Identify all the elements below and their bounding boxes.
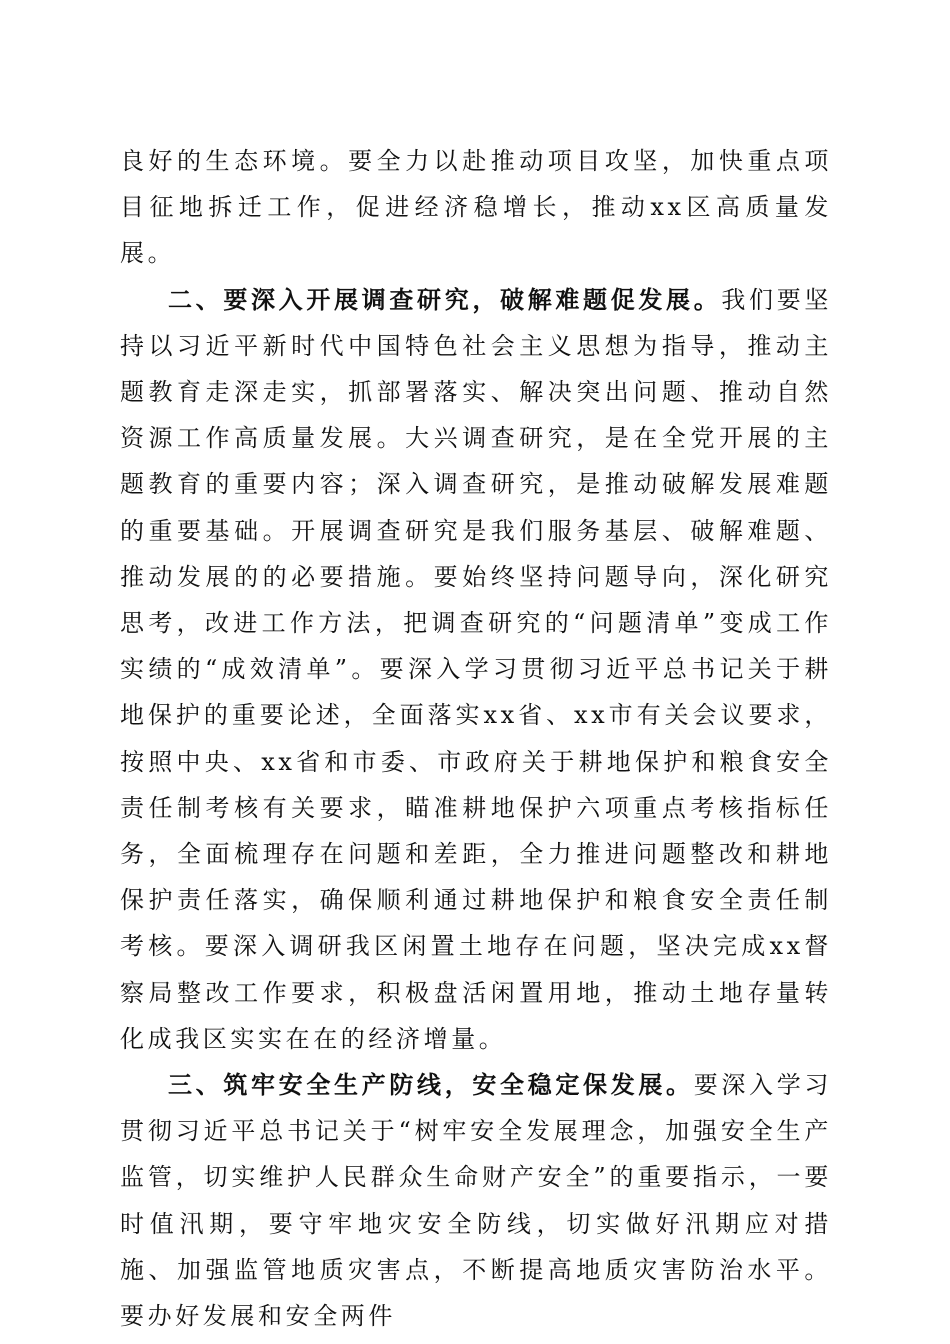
section-heading: 二、要深入开展调查研究，破解难题促发展。 (168, 285, 722, 314)
paragraph-continuation (120, 138, 832, 277)
section-heading: 三、筑牢安全生产防线，安全稳定保发展。 (168, 1071, 694, 1100)
paragraph-body: 我们要坚持以习近平新时代中国特色社会主义思想为指导，推动主题教育走深走实，抓部署落实、解决突出问题、推动自然资源工作高质量发展。大兴调查研究，是在全党开展的主题教育的重要内容；深入调查研究，是推动破解发展难题的重要基础。开展调查研究是我们服务基层、破解难题、推动发展的的必要措施。要始终坚持问题导向，深化研究思考，改进工作方法，把调查研究的“问题清单”变成工作实绩的“成效清单”。要深入学习贯彻习近平总书记关于耕地保护的重要论述，全面落实xx省、xx市有关会议要求，按照中央、xx省和市委、市政府关于耕地保护和粮食安全责任制考核有关要求，瞄准耕地保护六项重点考核指标任务，全面梳理存在问题和差距，全力推进问题整改和耕地保护责任落实，确保顺利通过耕地保护和粮食安全责任制考核。要深入调研我区闲置土地存在问题，坚决完成xx督察局整改工作要求，积极盘活闲置用地，推动土地存量转化成我区实实在在的经济增量。 (120, 285, 832, 1053)
paragraph-section-2 (120, 277, 832, 1062)
document-body (120, 138, 832, 1339)
paragraph-section-3 (120, 1062, 832, 1339)
paragraph-body: 要深入学习贯彻习近平总书记关于“树牢安全发展理念，加强安全生产监管，切实维护人民群众生命财产安全”的重要指示，一要时值汛期，要守牢地灾安全防线，切实做好汛期应对措施、加强监管地质灾害点，不断提高地质灾害防治水平。要办好发展和安全两件 (120, 1071, 832, 1331)
paragraph-body: 良好的生态环境。要全力以赴推动项目攻坚，加快重点项目征地拆迁工作，促进经济稳增长，推动xx区高质量发展。 (120, 147, 832, 268)
